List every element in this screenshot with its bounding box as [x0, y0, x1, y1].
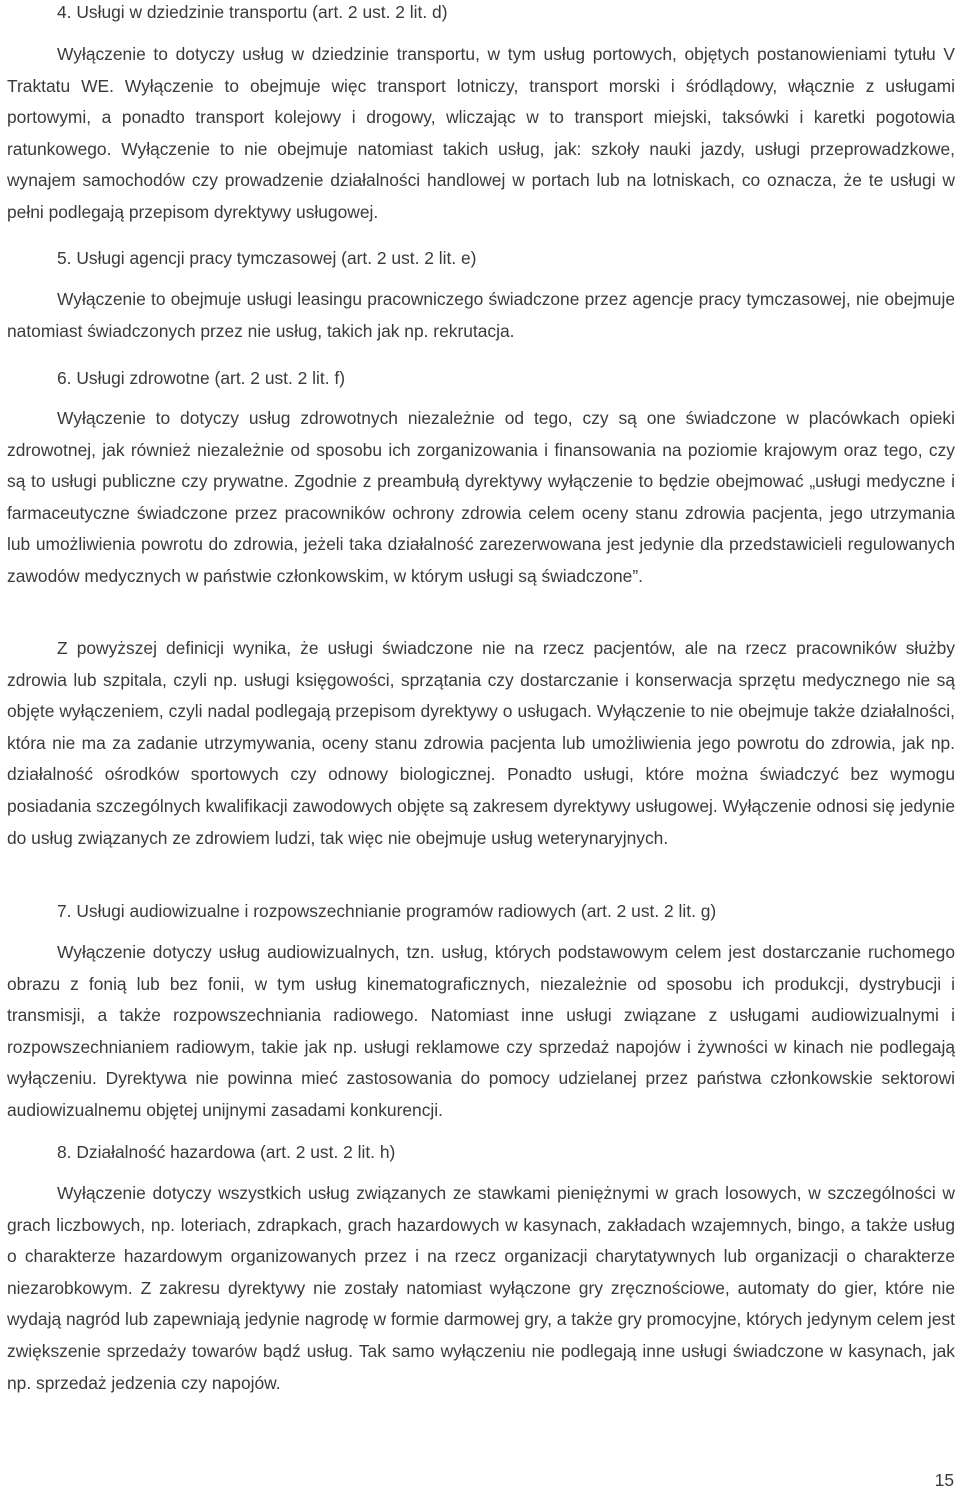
section-8-heading: 8. Działalność hazardowa (art. 2 ust. 2 lit. h): [57, 1142, 396, 1162]
page-number: 15: [934, 1470, 954, 1490]
section-6-heading: 6. Usługi zdrowotne (art. 2 ust. 2 lit. f): [57, 368, 346, 388]
section-7-heading: 7. Usługi audiowizualne i rozpowszechnianie programów radiowych (art. 2 ust. 2 lit. g): [57, 901, 717, 921]
section-4-heading: 4. Usługi w dziedzinie transportu (art. 2 ust. 2 lit. d): [57, 2, 448, 22]
section-4-paragraph: Wyłączenie to dotyczy usług w dziedzinie transportu, w tym usług portowych, objętych postanowieniami tytułu V Traktatu WE. Wyłączenie to obejmuje więc transport lotniczy, transport morski i śródlądowy, włącznie z usługami portowymi, a ponadto transport kolejowy i drogowy, wliczając w to transport miejski, taksówki i karetki pogotowia ratunkowego. Wyłączenie to nie obejmuje natomiast takich usług, jak: szkoły nauki jazdy, usługi przeprowadzkowe, wynajem samochodów czy prowadzenie działalności handlowej w portach lub na lotniskach, co oznacza, że te usługi w pełni podlegają przepisom dyrektywy usługowej.: [7, 44, 955, 222]
section-6-paragraph-2: Z powyższej definicji wynika, że usługi świadczone nie na rzecz pacjentów, ale na rzecz pracowników służby zdrowia lub szpitala, czyli np. usługi księgowości, sprzątania czy dostarczanie i konserwacja sprzętu medycznego nie są objęte wyłączeniem, czyli nadal podlegają przepisom dyrektywy o usługach. Wyłączenie to nie obejmuje także działalności, która nie ma za zadanie utrzymywania, oceny stanu zdrowia pacjenta lub umożliwienia jego powrotu do zdrowia, jak np. działalność ośrodków sportowych czy odnowy biologicznej. Ponadto usługi, które można świadczyć bez wymogu posiadania szczególnych kwalifikacji zawodowych objęte są zakresem dyrektywy usługowej. Wyłączenie odnosi się jedynie do usług związanych ze zdrowiem ludzi, tak więc nie obejmuje usług weterynaryjnych.: [7, 638, 955, 848]
section-5-heading: 5. Usługi agencji pracy tymczasowej (art. 2 ust. 2 lit. e): [57, 248, 477, 268]
section-6-paragraph-1: Wyłączenie to dotyczy usług zdrowotnych niezależnie od tego, czy są one świadczone w placówkach opieki zdrowotnej, jak również niezależnie od sposobu ich zorganizowania i finansowania na poziomie krajowym oraz tego, czy są to usługi publiczne czy prywatne. Zgodnie z preambułą dyrektywy wyłączenie to będzie obejmować „usługi medyczne i farmaceutyczne świadczone przez pracowników ochrony zdrowia celem oceny stanu zdrowia pacjenta, jego utrzymania lub umożliwienia powrotu do zdrowia, jeżeli taka działalność zarezerwowana jest jedynie dla przedstawicieli regulowanych zawodów medycznych w państwie członkowskim, w którym usługi są świadczone”.: [7, 408, 955, 586]
section-7-paragraph: Wyłączenie dotyczy usług audiowizualnych, tzn. usług, których podstawowym celem jest dostarczanie ruchomego obrazu z fonią lub bez fonii, w tym usług kinematograficznych, niezależnie od sposobu ich produkcji, dystrybucji i transmisji, a także rozpowszechniania radiowego. Natomiast inne usługi związane z usługami audiowizualnymi i rozpowszechnianiem radiowym, takie jak np. usługi reklamowe czy sprzedaż napojów i żywności w kinach nie podlegają wyłączeniu. Dyrektywa nie powinna mieć zastosowania do pomocy udzielanej przez państwa członkowskie sektorowi audiowizualnemu objętej unijnymi zasadami konkurencji.: [7, 942, 955, 1120]
section-8-paragraph: Wyłączenie dotyczy wszystkich usług związanych ze stawkami pieniężnymi w grach losowych, w szczególności w grach liczbowych, np. loteriach, zdrapkach, grach hazardowych w kasynach, zakładach wzajemnych, bingo, a także usług o charakterze hazardowym organizowanych przez i na rzecz organizacji charytatywnych lub organizacji o charakterze niezarobkowym. Z zakresu dyrektywy nie zostały natomiast wyłączone gry zręcznościowe, automaty do gier, które nie wydają nagród lub zapewniają jedynie nagrodę w formie darmowej gry, a także gry promocyjne, których jedynym celem jest zwiększenie sprzedaży towarów bądź usług. Tak samo wyłączeniu nie podlegają inne usługi świadczone w kasynach, jak np. sprzedaż jedzenia czy napojów.: [7, 1183, 955, 1393]
section-5-paragraph: Wyłączenie to obejmuje usługi leasingu pracowniczego świadczone przez agencje pracy tymczasowej, nie obejmuje natomiast świadczonych przez nie usług, takich jak np. rekrutacja.: [7, 289, 955, 341]
